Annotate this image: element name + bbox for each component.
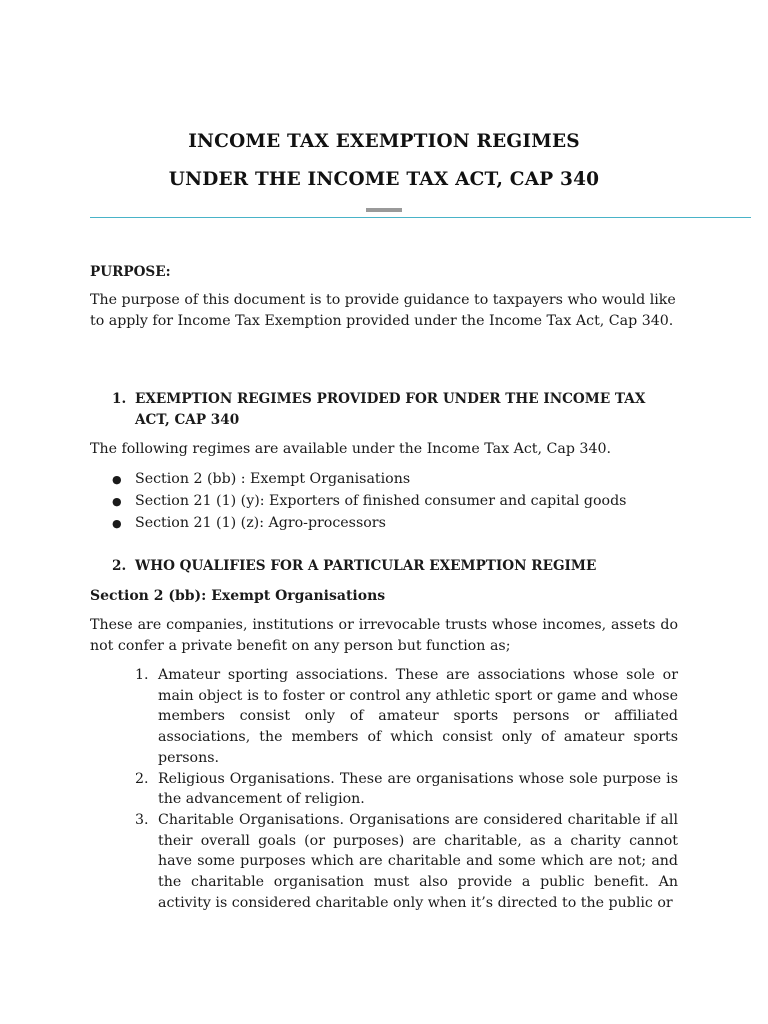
section-1-number: 1. bbox=[112, 391, 127, 407]
list-item-text: Amateur sporting associations. These are associations whose sole or main object is to foster or control any athletic sport or game and whose members consist only of amateur sports persons or affiliated associations, the members of which consist only of amateur sports persons. bbox=[158, 667, 678, 766]
purpose-heading: PURPOSE: bbox=[90, 264, 171, 280]
list-item-number: 3. bbox=[135, 811, 149, 828]
bullet-icon: ● bbox=[112, 473, 122, 486]
section-2-intro: These are companies, institutions or irrevocable trusts whose incomes, assets do not confer a private benefit on any person but function as; bbox=[90, 617, 678, 654]
bullet-icon: ● bbox=[112, 516, 122, 530]
section-1-intro: The following regimes are available under the Income Tax Act, Cap 340. bbox=[90, 441, 612, 457]
section-2-subheading: Section 2 (bb): Exempt Organisations bbox=[90, 588, 386, 604]
title-horizontal-rule bbox=[90, 217, 751, 218]
exempt-organisation-list bbox=[135, 665, 678, 913]
list-item bbox=[112, 469, 692, 491]
section-1-heading bbox=[112, 389, 672, 430]
title-divider-dash bbox=[366, 208, 402, 212]
list-item-number: 2. bbox=[135, 770, 149, 787]
document-title-line-1: INCOME TAX EXEMPTION REGIMES bbox=[188, 131, 580, 152]
list-item bbox=[135, 665, 678, 769]
list-item-text: Section 2 (bb) : Exempt Organisations bbox=[135, 471, 411, 487]
list-item-text: Religious Organisations. These are organisations whose sole purpose is the advancement of religion. bbox=[158, 770, 678, 808]
list-item-text: Section 21 (1) (y): Exporters of finished consumer and capital goods bbox=[135, 492, 627, 509]
list-item-number: 1. bbox=[135, 667, 149, 683]
bullet-icon: ● bbox=[112, 494, 122, 508]
section-2-heading bbox=[112, 556, 672, 577]
section-1-title: EXEMPTION REGIMES PROVIDED FOR UNDER THE INCOME TAX ACT, CAP 340 bbox=[135, 391, 646, 428]
list-item bbox=[135, 810, 678, 914]
list-item-text: Section 21 (1) (z): Agro-processors bbox=[135, 514, 386, 531]
list-item bbox=[112, 491, 692, 513]
list-item-text: Charitable Organisations. Organisations are considered charitable if all their overall goals (or purposes) are charitable, as a charity cannot have some purposes which are charitable and some which are not; and the charitable organisation must also provide a public benefit. An activity is considered charitable only when it’s directed to the public or bbox=[158, 811, 678, 911]
section-2-number: 2. bbox=[112, 558, 127, 574]
list-item bbox=[135, 769, 678, 810]
regime-bullet-list bbox=[112, 469, 692, 534]
document-title-line-2: UNDER THE INCOME TAX ACT, CAP 340 bbox=[168, 169, 600, 190]
purpose-paragraph: The purpose of this document is to provide guidance to taxpayers who would like to apply for Income Tax Exemption provided under the Income Tax Act, Cap 340. bbox=[90, 292, 676, 329]
section-2-title: WHO QUALIFIES FOR A PARTICULAR EXEMPTION REGIME bbox=[135, 558, 597, 574]
list-item bbox=[112, 513, 692, 535]
